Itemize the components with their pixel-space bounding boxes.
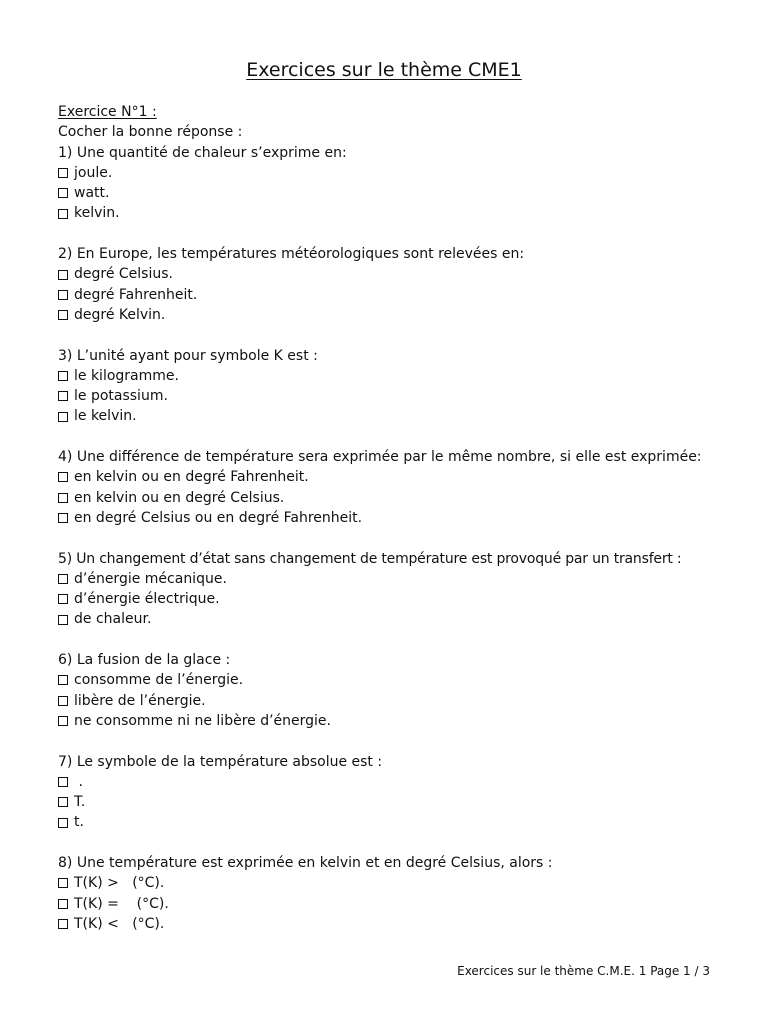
question-2 xyxy=(58,244,723,325)
checkbox[interactable] xyxy=(58,594,68,604)
checkbox[interactable] xyxy=(58,615,68,625)
question-1 xyxy=(58,143,723,224)
question-text: 3) L’unité ayant pour symbole K est : xyxy=(58,347,318,364)
option-label: ne consomme ni ne libère d’énergie. xyxy=(74,712,331,729)
checkbox[interactable] xyxy=(58,472,68,482)
checkbox[interactable] xyxy=(58,574,68,584)
checkbox[interactable] xyxy=(58,493,68,503)
option-label: en kelvin ou en degré Fahrenheit. xyxy=(74,469,309,486)
option-label: watt. xyxy=(74,185,110,202)
checkbox[interactable] xyxy=(58,513,68,523)
document-title: Exercices sur le thème CME1 xyxy=(246,59,522,81)
option-row[interactable] xyxy=(58,792,723,812)
option-label: d’énergie électrique. xyxy=(74,591,220,608)
option-label: en kelvin ou en degré Celsius. xyxy=(74,489,285,506)
checkbox[interactable] xyxy=(58,919,68,929)
option-row[interactable] xyxy=(58,691,723,711)
option-row[interactable] xyxy=(58,914,723,934)
option-row[interactable] xyxy=(58,711,723,731)
checkbox[interactable] xyxy=(58,168,68,178)
checkbox[interactable] xyxy=(58,270,68,280)
option-row[interactable] xyxy=(58,183,723,203)
option-row[interactable] xyxy=(58,772,723,792)
checkbox[interactable] xyxy=(58,310,68,320)
page-footer: Exercices sur le thème C.M.E. 1 Page 1 / 3 xyxy=(457,964,710,978)
checkbox[interactable] xyxy=(58,675,68,685)
question-text: 1) Une quantité de chaleur s’exprime en: xyxy=(58,144,347,161)
option-label: . xyxy=(74,773,83,790)
option-row[interactable] xyxy=(58,305,723,325)
checkbox[interactable] xyxy=(58,797,68,807)
option-row[interactable] xyxy=(58,264,723,284)
checkbox[interactable] xyxy=(58,290,68,300)
checkbox[interactable] xyxy=(58,878,68,888)
question-3 xyxy=(58,346,723,427)
option-row[interactable] xyxy=(58,467,723,487)
question-text: 2) En Europe, les températures météorologiques sont relevées en: xyxy=(58,246,525,263)
checkbox[interactable] xyxy=(58,777,68,787)
question-text: 8) Une température est exprimée en kelvin et en degré Celsius, alors : xyxy=(58,854,553,871)
option-label: degré Fahrenheit. xyxy=(74,286,198,303)
option-row[interactable] xyxy=(58,873,723,893)
checkbox[interactable] xyxy=(58,371,68,381)
checkbox[interactable] xyxy=(58,818,68,828)
checkbox[interactable] xyxy=(58,899,68,909)
option-label: de chaleur. xyxy=(74,611,152,628)
option-label: joule. xyxy=(74,164,113,181)
option-row[interactable] xyxy=(58,508,723,528)
checkbox[interactable] xyxy=(58,391,68,401)
question-text: 4) Une différence de température sera exprimée par le même nombre, si elle est exprimée: xyxy=(58,449,702,466)
option-row[interactable] xyxy=(58,366,723,386)
option-row[interactable] xyxy=(58,894,723,914)
option-label: degré Celsius. xyxy=(74,266,173,283)
instruction: Cocher la bonne réponse : xyxy=(58,124,243,141)
option-label: le kelvin. xyxy=(74,408,137,425)
question-text: 6) La fusion de la glace : xyxy=(58,652,231,669)
question-4 xyxy=(58,447,723,528)
checkbox[interactable] xyxy=(58,188,68,198)
option-row[interactable] xyxy=(58,488,723,508)
option-label: degré Kelvin. xyxy=(74,306,166,323)
question-8 xyxy=(58,853,723,934)
option-label: consomme de l’énergie. xyxy=(74,672,244,689)
option-label: kelvin. xyxy=(74,205,120,222)
checkbox[interactable] xyxy=(58,412,68,422)
exercise-body xyxy=(58,102,723,934)
option-row[interactable] xyxy=(58,569,723,589)
question-5 xyxy=(58,549,723,630)
checkbox[interactable] xyxy=(58,209,68,219)
option-row[interactable] xyxy=(58,670,723,690)
option-row[interactable] xyxy=(58,386,723,406)
option-row[interactable] xyxy=(58,163,723,183)
option-row[interactable] xyxy=(58,609,723,629)
option-label: T. xyxy=(74,794,86,811)
question-7 xyxy=(58,752,723,833)
option-label: T(K) < (°C). xyxy=(74,915,165,932)
option-label: le potassium. xyxy=(74,388,168,405)
option-label: le kilogramme. xyxy=(74,367,179,384)
option-label: t. xyxy=(74,814,84,831)
option-row[interactable] xyxy=(58,203,723,223)
option-row[interactable] xyxy=(58,812,723,832)
checkbox[interactable] xyxy=(58,696,68,706)
option-label: T(K) = (°C). xyxy=(74,895,169,912)
checkbox[interactable] xyxy=(58,716,68,726)
exercise-heading: Exercice N°1 : xyxy=(58,104,157,120)
option-label: libère de l’énergie. xyxy=(74,692,206,709)
question-text: 7) Le symbole de la température absolue est : xyxy=(58,753,383,770)
option-row[interactable] xyxy=(58,285,723,305)
option-label: en degré Celsius ou en degré Fahrenheit. xyxy=(74,509,363,526)
option-row[interactable] xyxy=(58,406,723,426)
option-label: T(K) > (°C). xyxy=(74,875,165,892)
option-row[interactable] xyxy=(58,589,723,609)
question-6 xyxy=(58,650,723,731)
option-label: d’énergie mécanique. xyxy=(74,570,227,587)
question-text: 5) Un changement d’état sans changement de température est provoqué par un transfert : xyxy=(58,550,682,567)
